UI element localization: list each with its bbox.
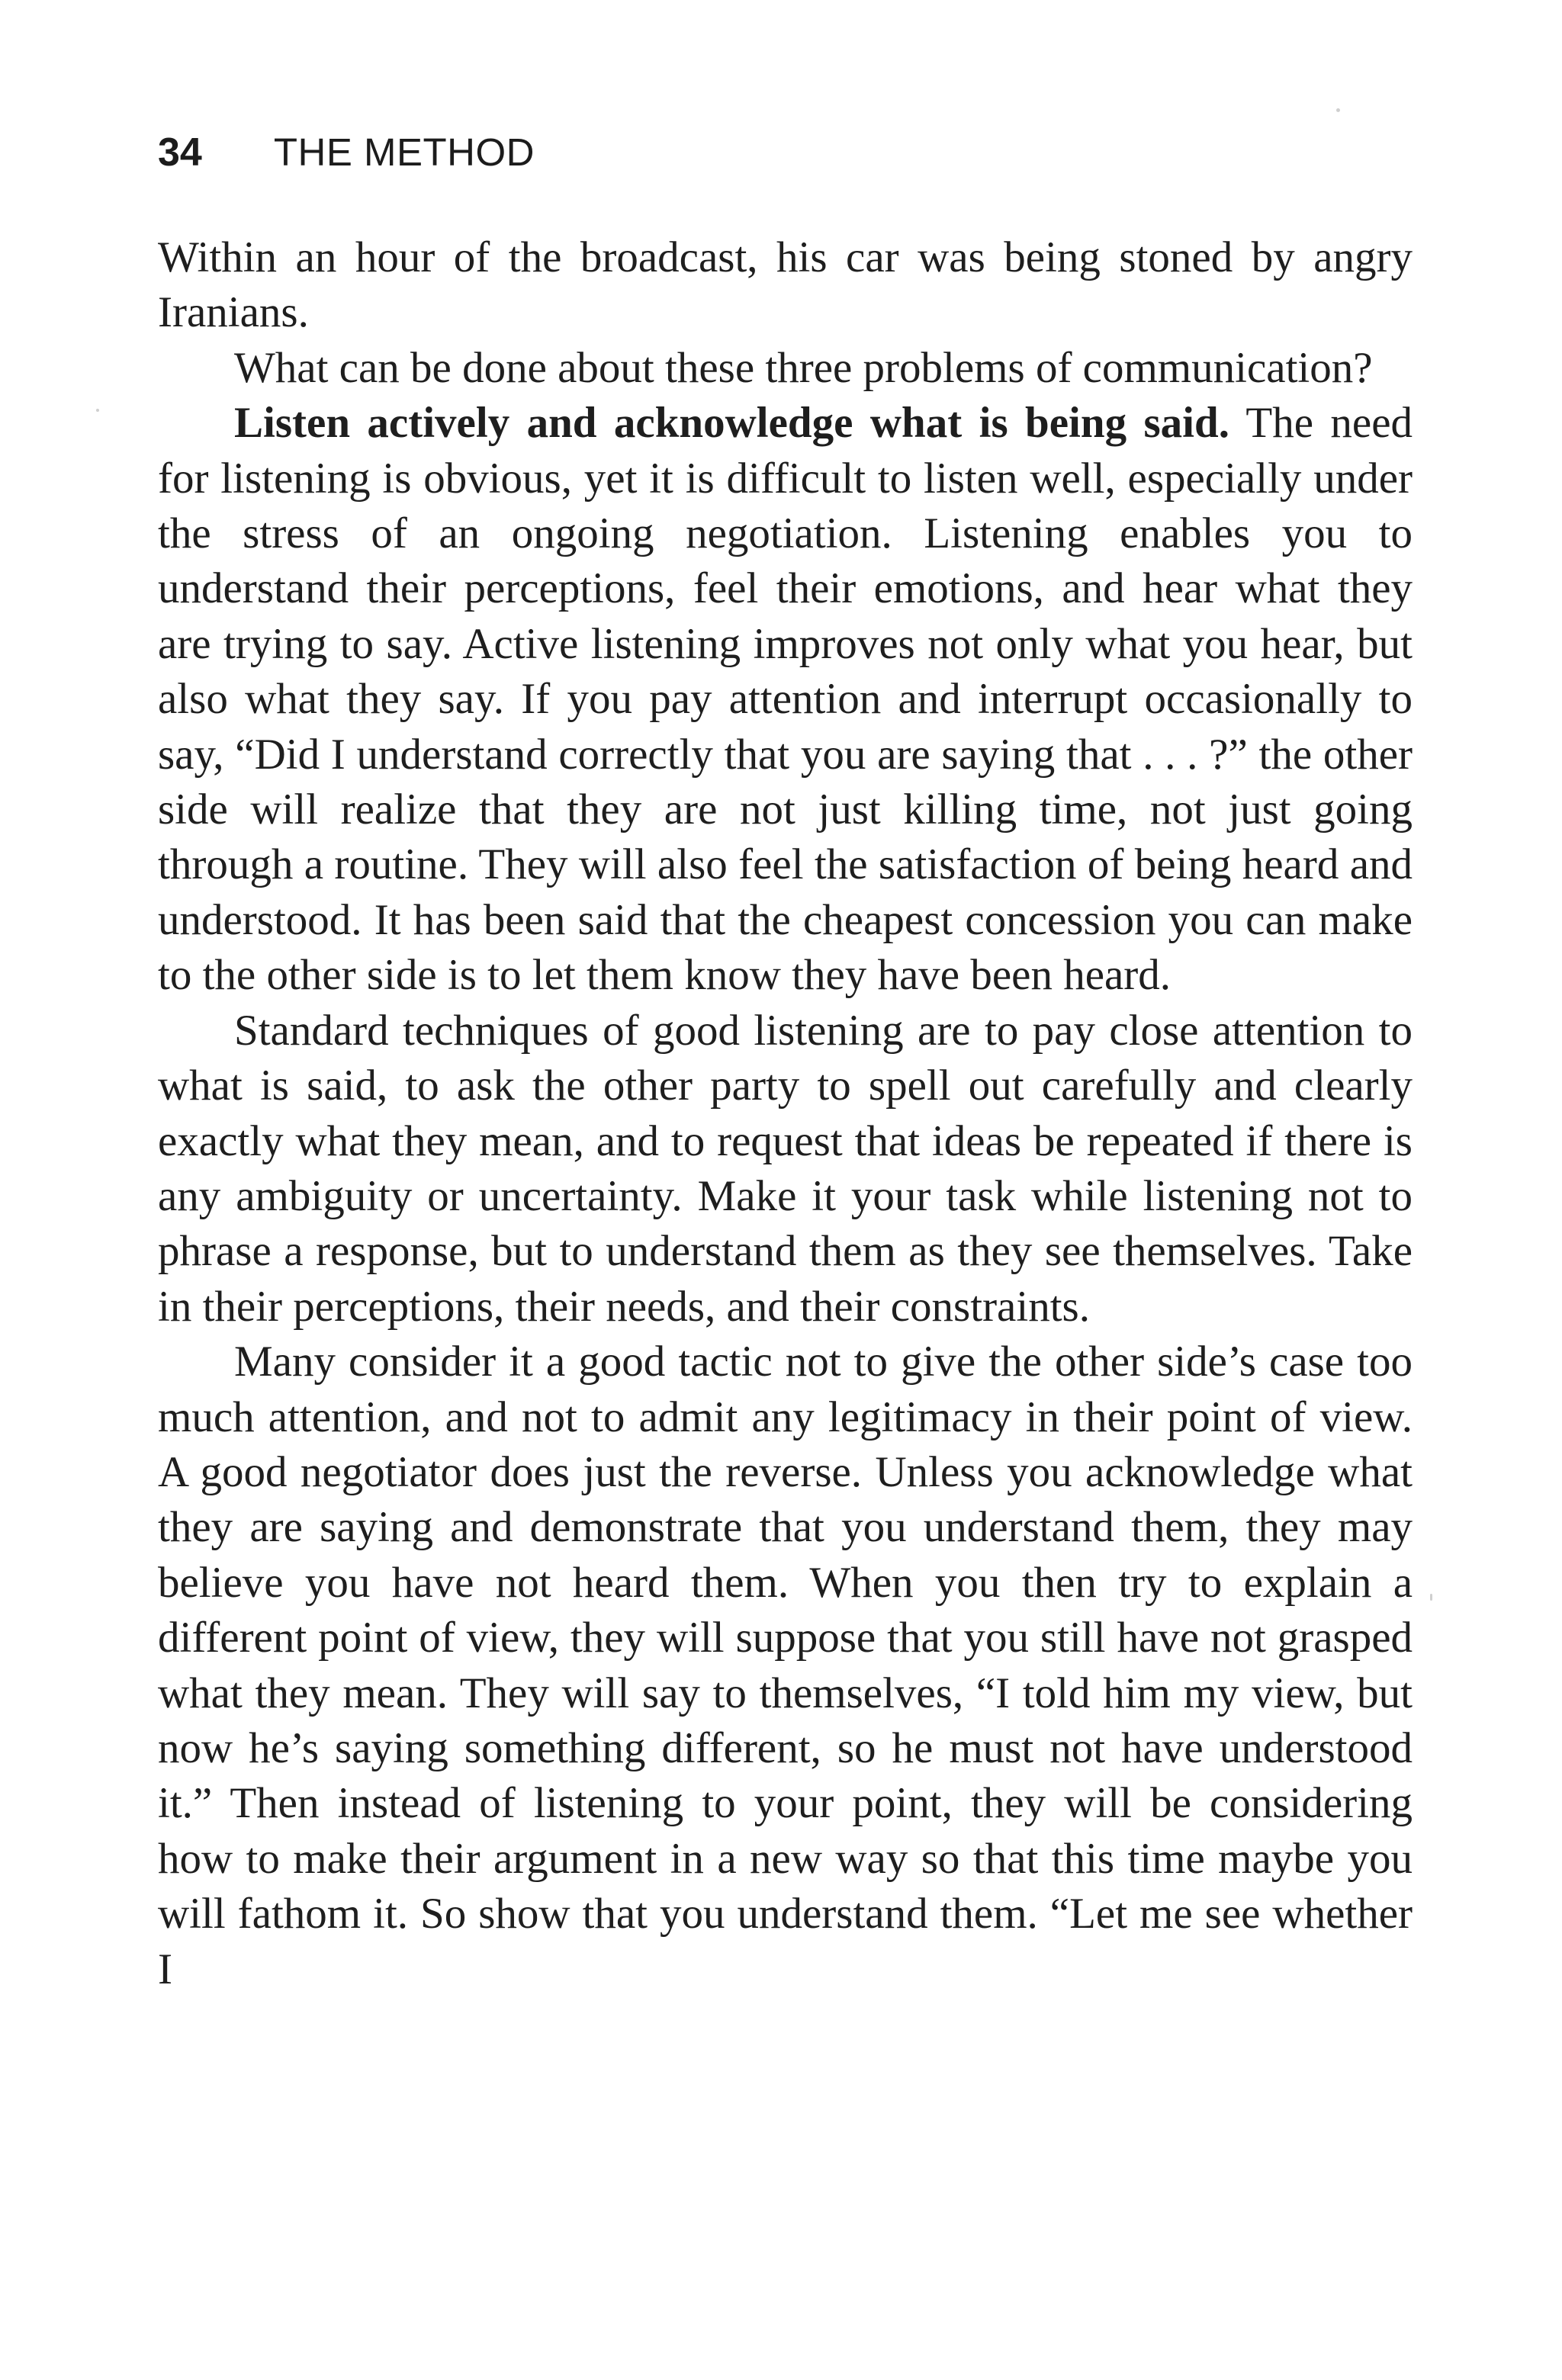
paragraph-text: Within an hour of the broadcast, his car was being stoned by angry Iranians. [158,233,1413,337]
running-head [158,130,535,191]
paragraph-text: What can be done about these three problems of communication? [234,343,1373,392]
scan-speck [1336,108,1340,112]
paragraph-text: The need for listening is obvious, yet it is difficult to listen well, especially under the stress of an ongoing negotiation. Listening enables you to understand their perceptions, feel their emotions, and hear what they are trying to say. Active listening improves not only what you hear, but also what they say. If you pay attention and interrupt occasionally to say, “Did I understand correctly that you are saying that . . . ?” the other side will realize that they are not just killing time, not just going through a routine. They will also feel the satisfaction of being heard and understood. It has been said that the cheapest concession you can make to the other side is to let them know they have been heard. [158,399,1413,1000]
paragraph-2 [158,341,1413,396]
scan-speck [1430,1594,1432,1601]
paragraph-4 [158,1004,1413,1335]
page-number: 34 [158,130,202,175]
paragraph-text: Many consider it a good tactic not to give the other side’s case too much attention, and not to admit any legitimacy in their point of view. A good negotiator does just the reverse. Unless you acknowledge what they are saying and demonstrate that you understand them, they may believe you have not heard them. When you then try to explain a different point of view, they will suppose that you still have not grasped what they mean. They will say to themselves, “I told him my view, but now he’s saying something different, so he must not have understood it.” Then instead of listening to your point, they will be considering how to make their argument in a new way so that this time maybe you will fathom it. So show that you understand them. “Let me see whether I [158,1338,1413,1993]
body-text [158,230,1413,1997]
paragraph-5 [158,1335,1413,1997]
paragraph-1 [158,230,1413,341]
scan-speck [96,409,99,412]
run-in-heading: Listen actively and acknowledge what is being said. [234,399,1229,448]
paragraph-3 [158,396,1413,1003]
paragraph-text: Standard techniques of good listening are to pay close attention to what is said, to ask the other party to spell out carefully and clearly exactly what they mean, and to request that ideas be repeated if there is any ambiguity or uncertainty. Make it your task while listening not to phrase a response, but to understand them as they see themselves. Take in their perceptions, their needs, and their constraints. [158,1006,1413,1331]
section-title: THE METHOD [273,130,535,174]
